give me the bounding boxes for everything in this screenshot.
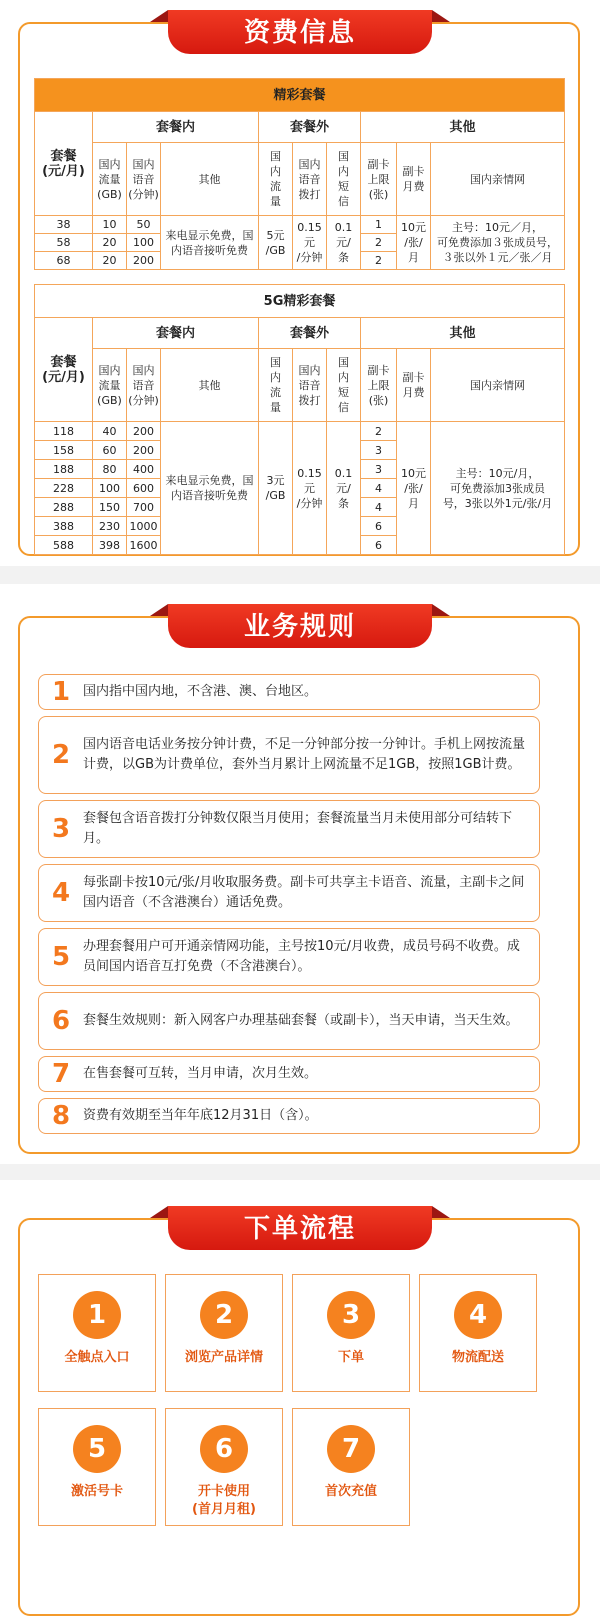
sub-header: 其他	[161, 349, 259, 422]
voice-cell: 100	[127, 234, 161, 252]
rule-number: 2	[51, 740, 71, 770]
table-row	[35, 216, 565, 234]
step-number-circle: 7	[327, 1425, 375, 1473]
order-step	[292, 1408, 410, 1526]
rule-text: 套餐包含语音拨打分钟数仅限当月使用；套餐流量当月未使用部分可结转下月。	[83, 811, 513, 846]
data-cell: 20	[93, 252, 127, 270]
step-label: 下单	[337, 1350, 364, 1365]
sub-fee-cell: 10元 /张/ 月	[397, 422, 431, 555]
rule-text: 套餐生效规则：新入网客户办理基础套餐（或副卡），当天申请，当天生效。	[83, 1013, 519, 1028]
order-section	[0, 1180, 600, 1624]
sub-header: 其他	[161, 143, 259, 216]
group-header: 套餐内	[93, 318, 259, 349]
voice-cell: 50	[127, 216, 161, 234]
group-header: 其他	[361, 112, 565, 143]
step-label: 开卡使用 (首月月租)	[192, 1484, 256, 1517]
rule-item	[38, 864, 540, 922]
table-header-row	[35, 318, 565, 349]
sub-header: 副卡 上限 (张)	[361, 349, 397, 422]
voice-cell: 400	[127, 460, 161, 479]
card-limit-cell: 2	[361, 252, 397, 270]
price-cell: 68	[35, 252, 93, 270]
data-cell: 40	[93, 422, 127, 441]
card-limit-cell: 3	[361, 441, 397, 460]
sub-header: 国内 语音 (分钟)	[127, 143, 161, 216]
rules-title-ribbon	[150, 604, 450, 648]
rule-number: 1	[51, 677, 71, 707]
price-cell: 388	[35, 517, 93, 536]
other-cell: 来电显示免费，国内语音接听免费	[161, 216, 259, 270]
package-header: 套餐 (元/月)	[35, 318, 93, 422]
table-title: 精彩套餐	[35, 79, 565, 112]
fee-section	[0, 0, 600, 566]
card-limit-cell: 4	[361, 498, 397, 517]
rules-title: 业务规则	[168, 604, 432, 648]
rule-text: 国内语音电话业务按分钟计费，不足一分钟部分按一分钟计。手机上网按流量计费，以GB为计费单位，套外当月累计上网流量不足1GB，按照1GB计费。	[83, 737, 526, 772]
extra-data-cell: 5元 /GB	[259, 216, 293, 270]
group-header: 套餐内	[93, 112, 259, 143]
step-label: 全触点入口	[64, 1350, 130, 1365]
rule-text: 国内指中国内地，不含港、澳、台地区。	[83, 684, 318, 699]
table-title-row	[35, 285, 565, 318]
table-header-row	[35, 112, 565, 143]
step-number-circle: 4	[454, 1291, 502, 1339]
step-label: 激活号卡	[70, 1484, 123, 1499]
extra-voice-cell: 0.15 元 /分钟	[293, 216, 327, 270]
other-cell: 来电显示免费，国内语音接听免费	[161, 422, 259, 555]
order-step	[165, 1274, 283, 1392]
sub-header: 国内 语音 拨打	[293, 349, 327, 422]
price-cell: 158	[35, 441, 93, 460]
table-title: 5G精彩套餐	[35, 285, 565, 318]
sub-header: 国内 语音 (分钟)	[127, 349, 161, 422]
price-cell: 38	[35, 216, 93, 234]
order-step	[419, 1274, 537, 1392]
order-step	[38, 1408, 156, 1526]
family-plan-cell: 主号：10元/月， 可免费添加3张成员 号，3张以外1元/张/月	[431, 422, 565, 555]
step-number-circle: 1	[73, 1291, 121, 1339]
voice-cell: 700	[127, 498, 161, 517]
sub-header: 国内亲情网	[431, 143, 565, 216]
rule-item	[38, 800, 540, 858]
sub-header: 国 内 流 量	[259, 143, 293, 216]
extra-sms-cell: 0.1 元/ 条	[327, 216, 361, 270]
voice-cell: 200	[127, 422, 161, 441]
table-title-row	[35, 79, 565, 112]
rule-item	[38, 1098, 540, 1134]
order-title-ribbon	[150, 1206, 450, 1250]
price-cell: 58	[35, 234, 93, 252]
group-header: 套餐外	[259, 318, 361, 349]
group-header: 套餐外	[259, 112, 361, 143]
voice-cell: 200	[127, 252, 161, 270]
order-step	[165, 1408, 283, 1526]
rule-text: 每张副卡按10元/张/月收取服务费。副卡可共享主卡语音、流量，主副卡之间国内语音（不含港澳台）通话免费。	[83, 875, 525, 910]
card-limit-cell: 6	[361, 536, 397, 555]
voice-cell: 600	[127, 479, 161, 498]
step-label: 物流配送	[451, 1350, 504, 1365]
voice-cell: 1600	[127, 536, 161, 555]
voice-cell: 200	[127, 441, 161, 460]
sub-header: 国 内 短 信	[327, 349, 361, 422]
family-plan-cell: 主号：10元／月， 可免费添加３张成员号， ３张以外１元／张／月	[431, 216, 565, 270]
table-row	[35, 422, 565, 441]
rule-item	[38, 674, 540, 710]
order-step	[292, 1274, 410, 1392]
sub-header: 国内 流量 (GB)	[93, 349, 127, 422]
data-cell: 60	[93, 441, 127, 460]
group-header: 其他	[361, 318, 565, 349]
rules-section	[0, 584, 600, 1164]
rule-number: 8	[51, 1101, 71, 1131]
data-cell: 150	[93, 498, 127, 517]
rule-number: 3	[51, 814, 71, 844]
price-cell: 288	[35, 498, 93, 517]
rule-number: 7	[51, 1059, 71, 1089]
step-number-circle: 3	[327, 1291, 375, 1339]
extra-voice-cell: 0.15 元 /分钟	[293, 422, 327, 555]
rule-number: 6	[51, 1006, 71, 1036]
sub-header: 国内 语音 拨打	[293, 143, 327, 216]
data-cell: 80	[93, 460, 127, 479]
sub-header: 国内 流量 (GB)	[93, 143, 127, 216]
step-number-circle: 2	[200, 1291, 248, 1339]
fee-table-basic	[34, 78, 565, 270]
sub-header: 副卡 月费	[397, 143, 431, 216]
rule-item	[38, 716, 540, 794]
card-limit-cell: 6	[361, 517, 397, 536]
card-limit-cell: 2	[361, 234, 397, 252]
data-cell: 100	[93, 479, 127, 498]
rule-text: 资费有效期至当年年底12月31日（含）。	[83, 1108, 318, 1123]
sub-header: 国 内 流 量	[259, 349, 293, 422]
fee-table-5g	[34, 284, 565, 555]
price-cell: 188	[35, 460, 93, 479]
table-subheader-row	[35, 349, 565, 422]
sub-header: 副卡 月费	[397, 349, 431, 422]
sub-header: 国内亲情网	[431, 349, 565, 422]
step-number-circle: 6	[200, 1425, 248, 1473]
order-step	[38, 1274, 156, 1392]
fee-title-ribbon	[150, 10, 450, 54]
step-label: 首次充值	[324, 1484, 377, 1499]
rule-text: 在售套餐可互转，当月申请，次月生效。	[83, 1066, 318, 1081]
step-number-circle: 5	[73, 1425, 121, 1473]
card-limit-cell: 4	[361, 479, 397, 498]
card-limit-cell: 2	[361, 422, 397, 441]
step-label: 浏览产品详情	[184, 1350, 263, 1365]
data-cell: 230	[93, 517, 127, 536]
rule-number: 5	[51, 942, 71, 972]
package-header: 套餐 (元/月)	[35, 112, 93, 216]
price-cell: 118	[35, 422, 93, 441]
card-limit-cell: 3	[361, 460, 397, 479]
rule-number: 4	[51, 878, 71, 908]
sub-fee-cell: 10元 /张/ 月	[397, 216, 431, 270]
order-title: 下单流程	[168, 1206, 432, 1250]
price-cell: 588	[35, 536, 93, 555]
data-cell: 20	[93, 234, 127, 252]
extra-data-cell: 3元 /GB	[259, 422, 293, 555]
sub-header: 副卡 上限 (张)	[361, 143, 397, 216]
table-subheader-row	[35, 143, 565, 216]
rule-item	[38, 992, 540, 1050]
sub-header: 国 内 短 信	[327, 143, 361, 216]
extra-sms-cell: 0.1 元/ 条	[327, 422, 361, 555]
price-cell: 228	[35, 479, 93, 498]
rule-item	[38, 928, 540, 986]
data-cell: 398	[93, 536, 127, 555]
fee-title: 资费信息	[168, 10, 432, 54]
rule-text: 办理套餐用户可开通亲情网功能，主号按10元/月收费，成员号码不收费。成员间国内语音互打免费（不含港澳台）。	[83, 939, 520, 974]
card-limit-cell: 1	[361, 216, 397, 234]
voice-cell: 1000	[127, 517, 161, 536]
data-cell: 10	[93, 216, 127, 234]
rule-item	[38, 1056, 540, 1092]
